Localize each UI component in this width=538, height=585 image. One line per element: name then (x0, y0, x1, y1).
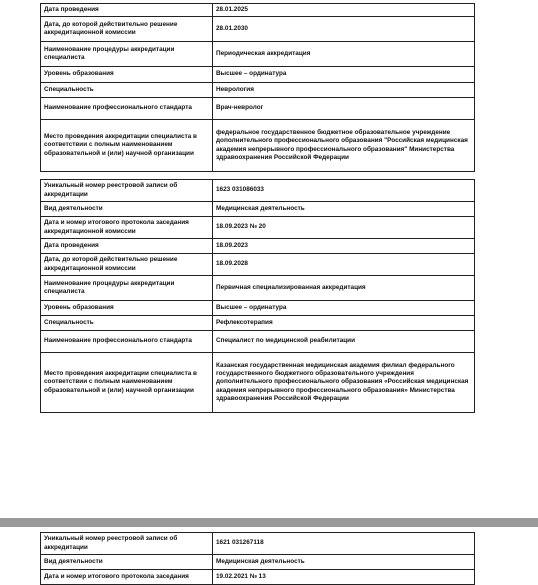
accreditation-record-table (40, 3, 475, 172)
row-label: Уникальный номер реестровой записи об аккредитации (41, 533, 213, 555)
row-value: Периодическая аккредитация (213, 42, 475, 67)
row-value: 1623 031086033 (213, 180, 475, 202)
row-label: Наименование профессионального стандарта (41, 331, 213, 353)
table-row (41, 276, 475, 301)
row-label: Место проведения аккредитации специалиста в соответствии с полным наименованием образовательной и (или) научной организации (41, 120, 213, 172)
table-row (41, 555, 475, 570)
table-row (41, 98, 475, 120)
table-row (41, 353, 475, 413)
row-value: Неврология (213, 83, 475, 98)
row-value: Высшее – ординатура (213, 301, 475, 316)
table-row (41, 120, 475, 172)
row-label: Дата и номер итогового протокола заседания (41, 570, 213, 585)
table-row (41, 42, 475, 67)
row-label: Вид деятельности (41, 202, 213, 217)
table-row (41, 217, 475, 239)
row-value: 28.01.2025 (213, 4, 475, 17)
table-row (41, 4, 475, 17)
table-row (41, 239, 475, 254)
table-row (41, 570, 475, 585)
table-row (41, 331, 475, 353)
row-label: Специальность (41, 83, 213, 98)
row-label: Наименование процедуры аккредитации специалиста (41, 42, 213, 67)
table-row (41, 17, 475, 42)
table-row (41, 202, 475, 217)
row-value: 28.01.2030 (213, 17, 475, 42)
row-label: Специальность (41, 316, 213, 331)
row-value: Медицинская деятельность (213, 202, 475, 217)
accreditation-record-table (40, 532, 475, 585)
row-label: Уровень образования (41, 67, 213, 83)
row-label: Место проведения аккредитации специалиста в соответствии с полным наименованием образовательной и (или) научной организации (41, 353, 213, 413)
accreditation-record-table (40, 179, 475, 413)
row-label: Дата проведения (41, 4, 213, 17)
row-value: 18.09.2023 № 20 (213, 217, 475, 239)
row-value: 18.09.2023 (213, 239, 475, 254)
row-value: 18.09.2028 (213, 254, 475, 276)
table-row (41, 533, 475, 555)
table-row (41, 254, 475, 276)
row-label: Уникальный номер реестровой записи об аккредитации (41, 180, 213, 202)
page-separator (0, 518, 538, 527)
document-page-bottom (0, 527, 538, 585)
row-value: Высшее – ординатура (213, 67, 475, 83)
row-label: Наименование процедуры аккредитации специалиста (41, 276, 213, 301)
row-value: федеральное государственное бюджетное образовательное учреждение дополнительного профессионального образования "Российская медицинская академия непрерывного профессионального образования" Министерства здравоохранения Российской Федерации (213, 120, 475, 172)
row-label: Вид деятельности (41, 555, 213, 570)
table-row (41, 180, 475, 202)
table-row (41, 67, 475, 83)
row-label: Наименование профессионального стандарта (41, 98, 213, 120)
row-value: 19.02.2021 № 13 (213, 570, 475, 585)
row-value: Врач-невролог (213, 98, 475, 120)
row-value: 1621 031267118 (213, 533, 475, 555)
row-label: Дата и номер итогового протокола заседания аккредитационной комиссии (41, 217, 213, 239)
table-row (41, 83, 475, 98)
row-label: Уровень образования (41, 301, 213, 316)
row-value: Медицинская деятельность (213, 555, 475, 570)
row-label: Дата, до которой действительно решение аккредитационной комиссии (41, 254, 213, 276)
row-value: Первичная специализированная аккредитация (213, 276, 475, 301)
row-value: Специалист по медицинской реабилитации (213, 331, 475, 353)
table-row (41, 301, 475, 316)
table-row (41, 316, 475, 331)
row-value: Казанская государственная медицинская академия филиал федерального государственного бюджетного образовательного учреждения дополнительного профессионального образования «Российская медицинская академия непрерывного профессионального образования» Министерства здравоохранения Российской Федерации (213, 353, 475, 413)
row-value: Рефлексотерапия (213, 316, 475, 331)
row-label: Дата проведения (41, 239, 213, 254)
row-label: Дата, до которой действительно решение аккредитационной комиссии (41, 17, 213, 42)
